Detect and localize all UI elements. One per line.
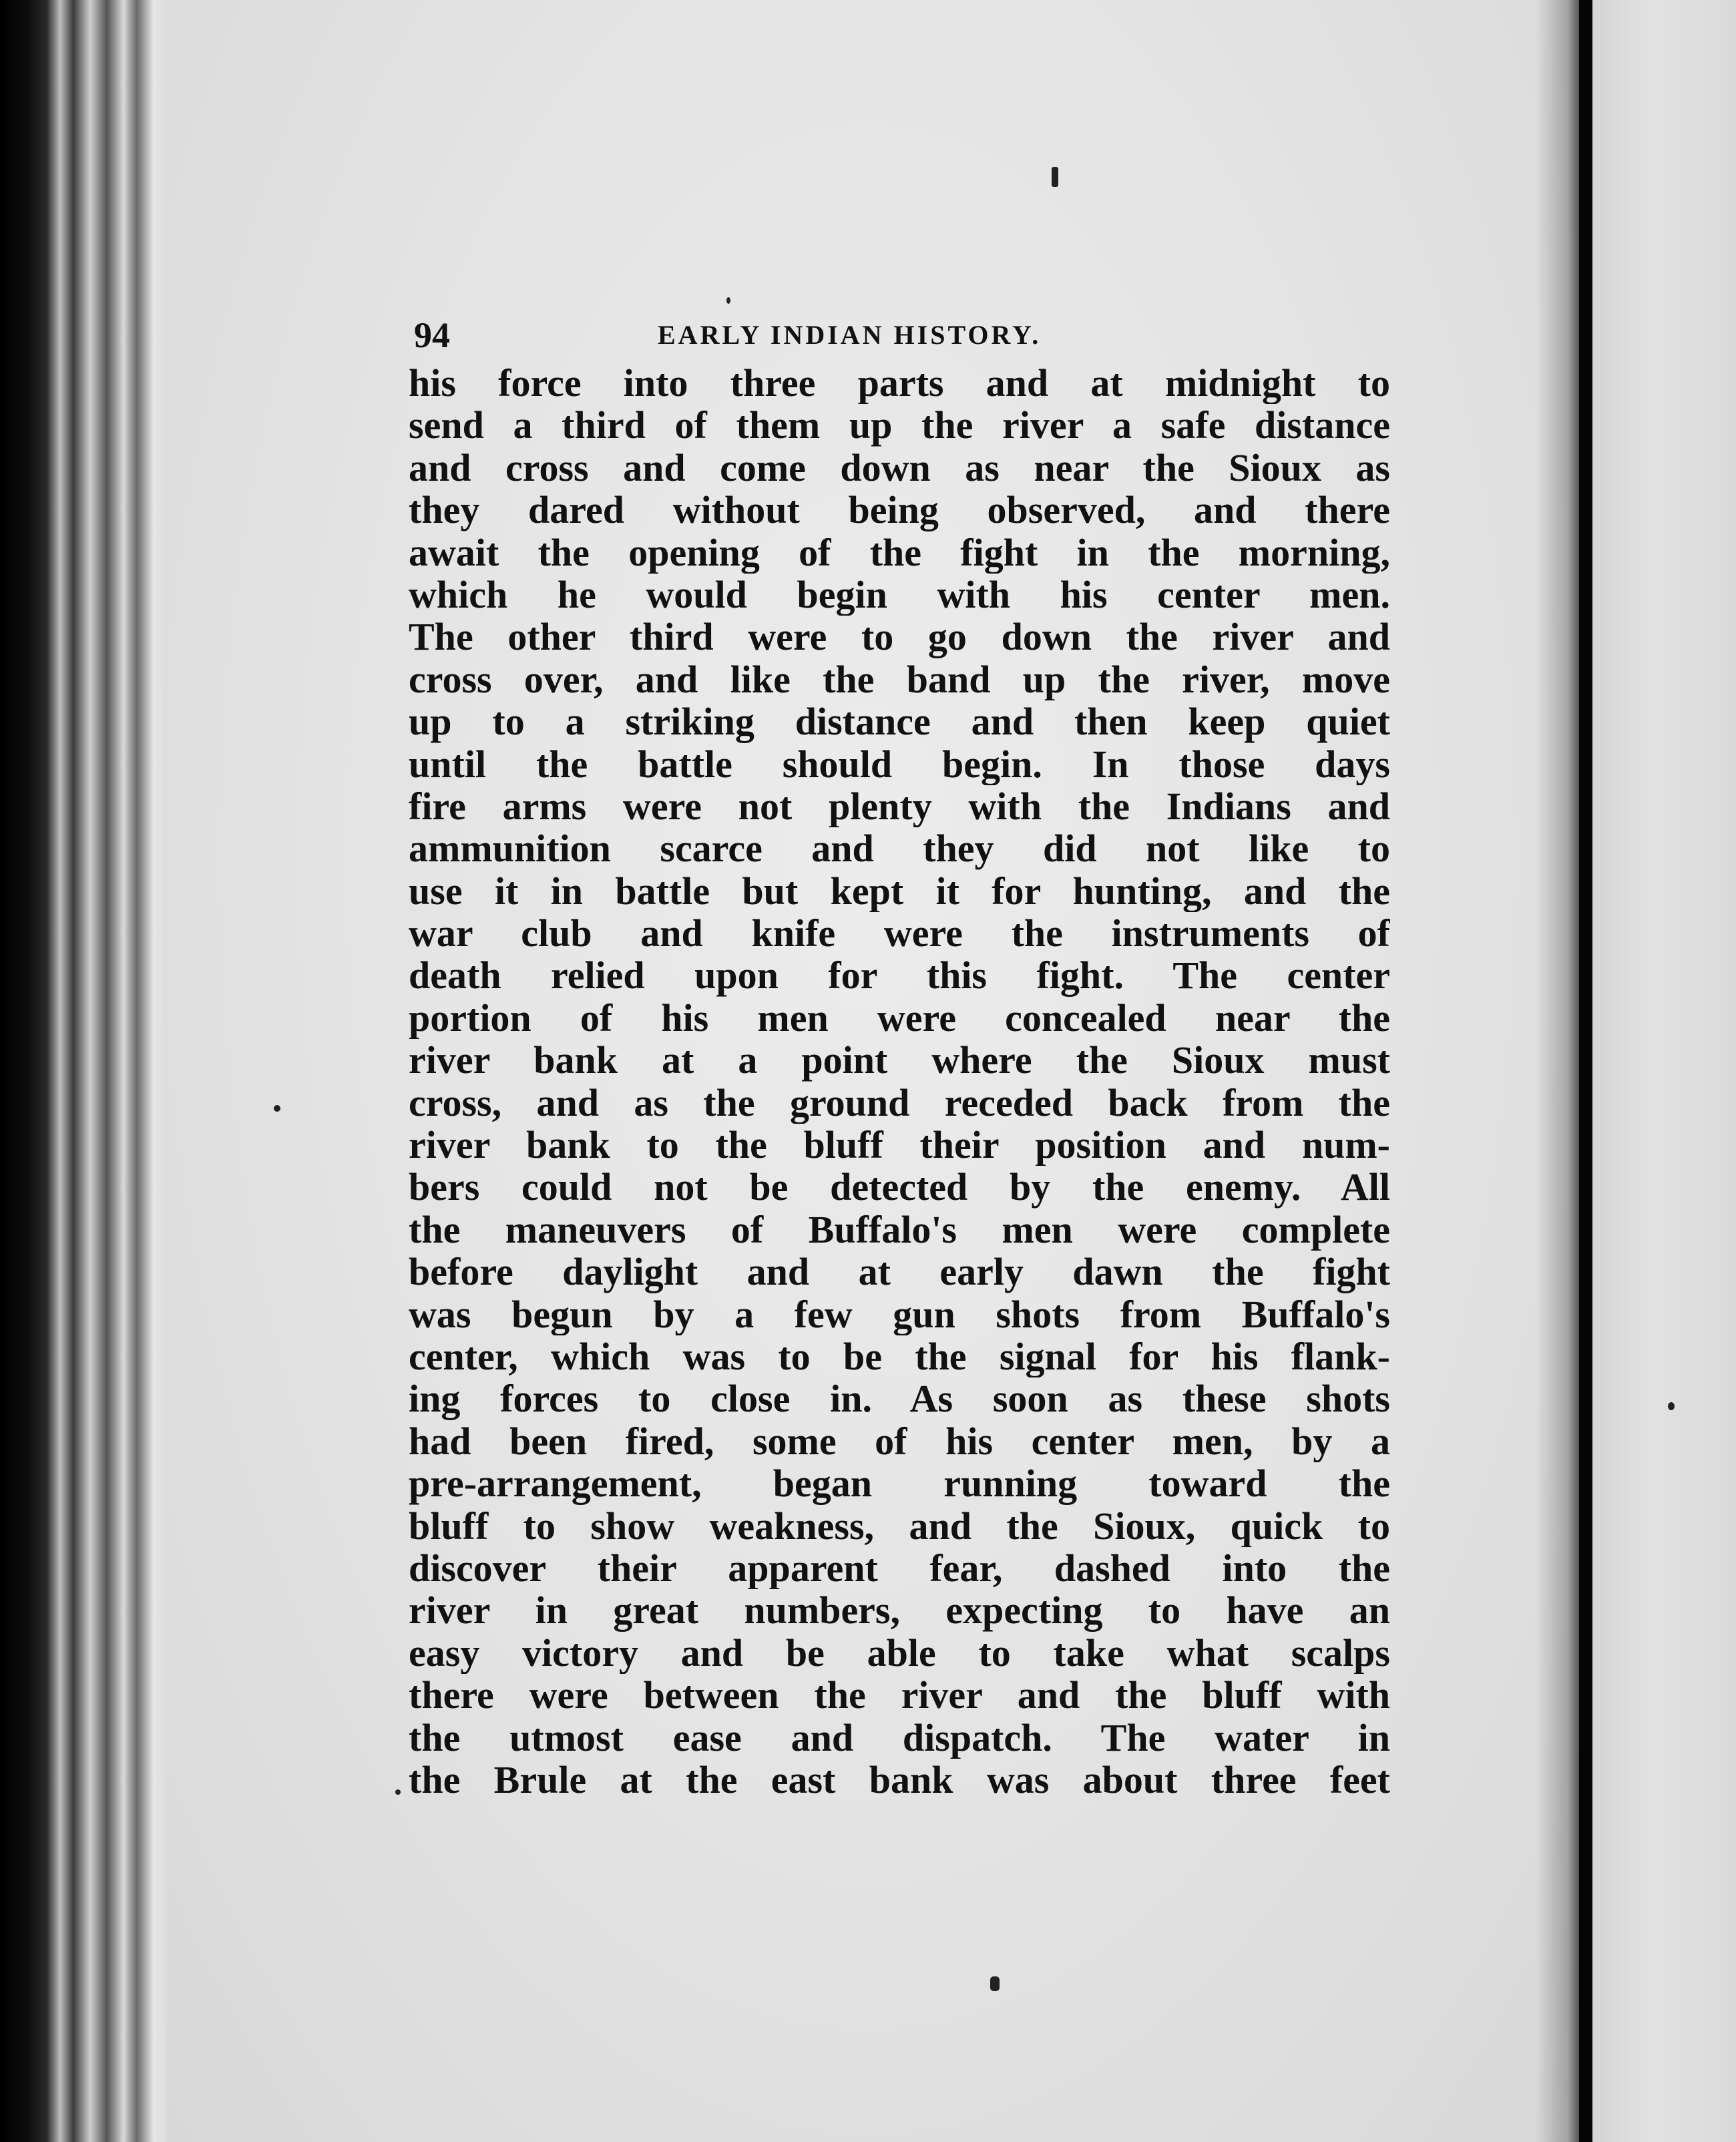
text-line: pre-arrangement, began running toward the (409, 1462, 1390, 1505)
text-line: bluff to show weakness, and the Sioux, quick to (409, 1504, 1390, 1547)
text-line: cross, and as the ground receded back from the (409, 1081, 1390, 1124)
text-line: ammunition scarce and they did not like to (409, 827, 1390, 870)
text-line: river bank to the bluff their position and num- (409, 1124, 1390, 1166)
text-line: ing forces to close in. As soon as these shots (409, 1377, 1390, 1420)
running-head: EARLY INDIAN HISTORY. (658, 320, 1042, 350)
page-stack-edge (0, 0, 167, 2142)
text-line: before daylight and at early dawn the fight (409, 1251, 1390, 1293)
text-line: the maneuvers of Buffalo's men were complete (409, 1208, 1390, 1251)
body-text (409, 362, 1390, 1801)
page-number: 94 (414, 315, 450, 355)
text-line: fire arms were not plenty with the Indians and (409, 785, 1390, 828)
text-line: they dared without being observed, and there (409, 489, 1390, 531)
text-line: his force into three parts and at midnight to (409, 362, 1390, 405)
text-line: which he would begin with his center men. (409, 573, 1390, 616)
text-line: send a third of them up the river a safe distance (409, 404, 1390, 447)
text-line: discover their apparent fear, dashed into the (409, 1546, 1390, 1590)
text-line: easy victory and be able to take what scalps (409, 1631, 1390, 1675)
book-spine (1579, 0, 1592, 2142)
text-line: there were between the river and the bluff with (409, 1674, 1390, 1717)
text-line: river bank at a point where the Sioux must (409, 1039, 1390, 1082)
text-line: await the opening of the fight in the morning, (409, 531, 1390, 574)
scan-speck (395, 1789, 401, 1795)
scan-speck (1052, 167, 1058, 187)
text-line: war club and knife were the instruments of (409, 912, 1390, 955)
text-line: center, which was to be the signal for his flank- (409, 1335, 1390, 1378)
scan-speck (726, 297, 730, 304)
text-line: up to a striking distance and then keep quiet (409, 700, 1390, 743)
text-line: was begun by a few gun shots from Buffalo's (409, 1293, 1390, 1335)
text-line: The other third were to go down the river and (409, 616, 1390, 658)
text-line: the utmost ease and dispatch. The water in (409, 1716, 1390, 1759)
text-line: and cross and come down as near the Sioux as (409, 446, 1390, 489)
text-line: bers could not be detected by the enemy. All (409, 1166, 1390, 1209)
scan-speck (1668, 1402, 1675, 1410)
text-line: portion of his men were concealed near the (409, 996, 1390, 1040)
text-line: until the battle should begin. In those days (409, 742, 1390, 785)
page-header (414, 308, 1389, 362)
text-line: cross over, and like the band up the river, move (409, 658, 1390, 701)
text-line: use it in battle but kept it for hunting, and the (409, 869, 1390, 913)
scan-speck (990, 1976, 1000, 1991)
text-line: the Brule at the east bank was about three feet (409, 1758, 1390, 1801)
text-line: death relied upon for this fight. The center (409, 954, 1390, 997)
text-line: river in great numbers, expecting to have an (409, 1589, 1390, 1632)
facing-page-edge (1592, 0, 1736, 2142)
scan-speck (274, 1105, 280, 1112)
text-line: had been fired, some of his center men, by a (409, 1420, 1390, 1463)
